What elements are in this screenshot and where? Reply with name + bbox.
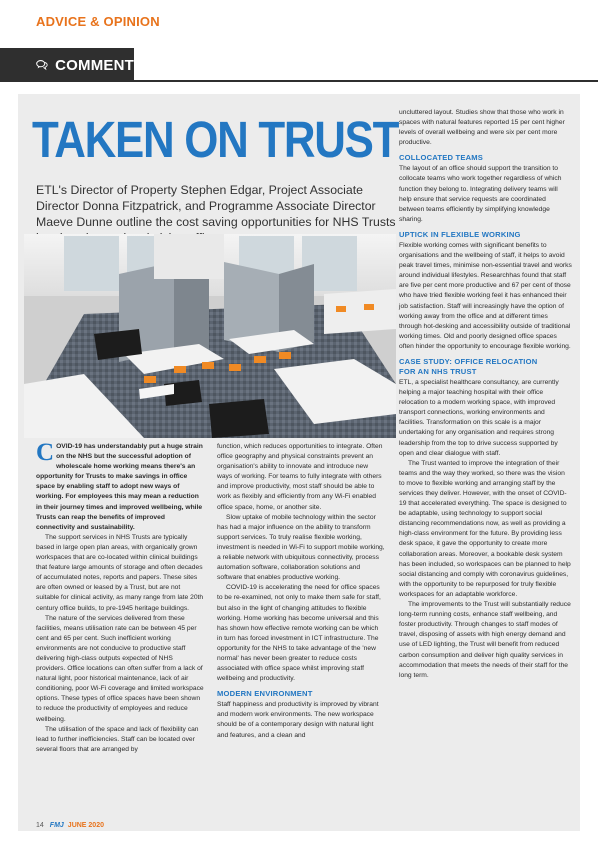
page-footer	[36, 822, 104, 829]
article-standfirst: ETL's Director of Property Stephen Edgar, Project Associate Director Donna Fitzpatrick, and Programme Associate Director Maeve Dunne outline the cost saving opportunities for NHS Trusts	[36, 183, 396, 229]
subheading-flexible-working: UPTICK IN FLEXIBLE WORKING	[399, 229, 521, 239]
paragraph: Flexible working comes with significant benefits to organisations and the wellbeing of staff, it helps to avoid peak travel times, minimise non-essential travel and works around individual lifestyles. Researchhas found that staff are five per cent more productive and 67 per cent of those who have tried flexible working feel it has enhanced their job satisfaction. Staff will increasingly have the option of working away from the office and at different times through hot-desking and accessibility outside of traditional working times. Old and poorly designed office spaces often hinder the opportunity to encourage flexible working.	[399, 241, 572, 350]
subheading-case-study: CASE STUDY: OFFICE RELOCATION	[399, 356, 538, 366]
header-rule	[134, 80, 598, 82]
comment-tab-label: COMMENT	[55, 56, 134, 74]
subheading-case-study-line2: FOR AN NHS TRUST	[399, 366, 477, 376]
page-number: 14	[36, 822, 44, 829]
issue-date: JUNE 2020	[67, 822, 104, 829]
paragraph: Staff happiness and productivity is improved by vibrant and modern work environments. The new workspace should be of a contemporary design with natural light and features, and a clean and	[217, 701, 379, 739]
section-label: ADVICE & OPINION	[36, 14, 160, 29]
paragraph: The support services in NHS Trusts are typically based in large open plan areas, with organically grown workspaces that are co-located within clinical buildings that feature large amounts of storage and often decades of accumulated notes, reports and papers. These sites are often owned or leased by a Trust, but are not suitable for clinical activity, as many range from late 20th century office builds, to pre-1945 heritage buildings.	[36, 533, 204, 612]
office-illustration	[24, 234, 396, 438]
paragraph: function, which reduces opportunities to integrate. Often office geography and physical constraints prevent an organisation's ability to innovate and introduce new ways of working. For teams to fully integrate with others and improve productivity, most staff should be able to work as flexibly and efficiently from any Wi-Fi enabled office space, home, or another site.	[217, 443, 383, 511]
paragraph: The improvements to the Trust will substantially reduce long-term running costs, enhance staff wellbeing, and foster productivity. Through changes to staff modes of travel, disposing of assets with high energy demand and use of LED lighting, the Trust will benefit from reduced carbon consumption and deliver high quality services in accommodation that meets the needs of their staff for the long term.	[399, 601, 571, 679]
paragraph: The Trust wanted to improve the integration of their teams and the way they worked, so there was the vision to move to flexible working and arranging staff by the services they deliver. However, with the onset of COVID-19 that accelerated everything. The space is designed to be adaptable, using technology to support social distancing recommendations now, as well as providing a high-class environment for the future. By providing less desk space, it gave the opportunity to create more collaboration areas. Moreover, a bookable desk system has been included, so workspaces can be planned to help social distancing and comply with coronavirus guidelines, with the opportunity to be repurposed for truly flexible workspaces for an adaptable workforce.	[399, 459, 571, 598]
paragraph: ETL, a specialist healthcare consultancy, are currently helping a major teaching hospital with their office relocation to a modern working space, with improved transport connections, working environments and facilities. Transformation on this scale is a major undertaking for any organisation and requires strong leadership from the top to drive success supported by open and clear dialogue with staff.	[399, 378, 559, 457]
paragraph: uncluttered layout. Studies show that those who work in spaces with natural features reported 15 per cent higher levels of overall wellbeing and were six per cent more productive.	[399, 109, 565, 147]
dropcap: C	[36, 439, 55, 466]
magazine-logo: FMJ	[49, 822, 64, 829]
comment-tab	[0, 48, 134, 82]
column-2	[217, 442, 385, 741]
column-1	[36, 439, 204, 755]
lead-paragraph: OVID-19 has understandably put a huge strain on the NHS but the successful adoption of wholescale home working means there's an opportunity for Trusts to make savings in office space by enabling staff to adopt new ways of working. For employees this may mean a reduction in their journey times and improved wellbeing, while Trusts can reap the benefits of improved connectivity and sustainability.	[36, 443, 203, 531]
subheading-collocated-teams: COLLOCATED TEAMS	[399, 153, 484, 163]
speech-bubbles-icon	[36, 57, 48, 73]
paragraph: The nature of the services delivered from these facilities, means utilisation rate can be between 45 per cent and 65 per cent. Such inefficient working environments are not conducive to productive staff delivering high-class outputs expected of NHS providers. Office locations can often suffer from a lack of natural light, poor historical maintenance, lack of air conditioning, poor Wi-Fi coverage and limited workspace options. These types of office spaces have been shown to reduce the productivity of employees and reduce wellbeing.	[36, 614, 204, 723]
paragraph: The layout of an office should support the transition to collocate teams who work together regardless of which function they belong to. Integrating delivery teams will help ensure that service requests are coordinated between teams efficiently by simplifying knowledge sharing.	[399, 165, 562, 223]
office-render-image	[24, 234, 396, 438]
paragraph: COVID-19 is accelerating the need for office spaces to be re-examined, not only to make them safe for staff, but also in the light of changing attitudes to flexible working. Home working has become universal and this has shown how effective remote working can be which in turn has forced investment in ICT infrastructure. The opportunity for the NHS to take advantage of the 'new normal' has never been greater to reduce costs associated with office space whilst improving staff wellbeing and productivity.	[217, 584, 381, 683]
column-3	[399, 108, 572, 681]
subheading-modern-environment: MODERN ENVIRONMENT	[217, 689, 313, 699]
paragraph: Slow uptake of mobile technology within the sector has had a major influence on the ability to transform support services. To truly realise flexible working, investment is needed in Wi-Fi to support mobile working, a reliable network with ubiquitous connectivity, process automation software, collaboration solutions and software that enables productive working.	[217, 513, 385, 582]
paragraph: The utilisation of the space and lack of flexibility can lead to further inefficiencies. Staff can be located over several floors that are arranged by	[36, 725, 199, 753]
article-title: TAKEN ON TRUST	[32, 111, 399, 168]
